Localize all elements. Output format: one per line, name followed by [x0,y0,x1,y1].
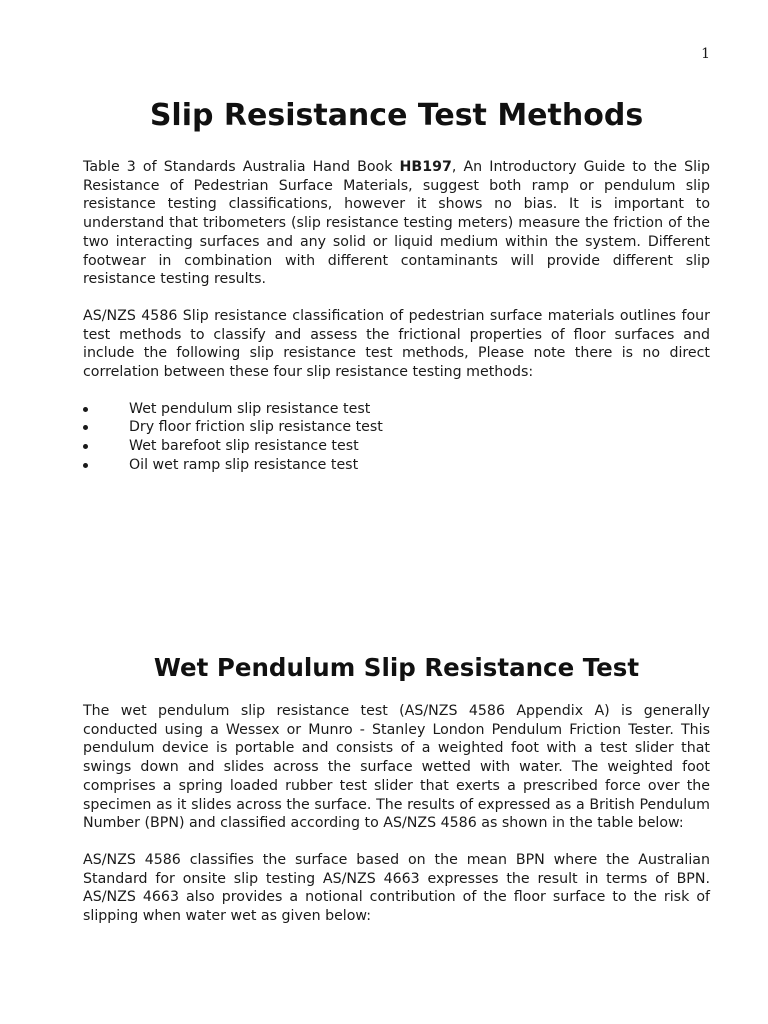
list-item-text: Wet pendulum slip resistance test [129,400,371,417]
standards-paragraph: AS/NZS 4586 Slip resistance classification of pedestrian surface materials outlines four test methods to classify and assess the frictional properties of floor surfaces and include the following slip resistance test methods, Please note there is no direct correlation between these four slip resistance testing methods: [83,307,710,381]
list-item [83,400,710,419]
list-item-text: Wet barefoot slip resistance test [129,437,359,454]
list-item [83,437,710,456]
list-item-text: Dry floor friction slip resistance test [129,419,383,436]
list-item [83,456,710,475]
intro-bold-hb197: HB197 [399,159,452,175]
intro-text-end: , An Introductory Guide to the Slip Resistance of Pedestrian Surface Materials, suggest both ramp or pendulum slip resistance testing classifications, however it shows no bias. It is important to understand that tribometers (slip resistance testing meters) measure the friction of the two interacting surfaces and any solid or liquid medium within the system. Different footwear in combination with different contaminants will provide different slip resistance testing results. [83,159,710,288]
wet-pendulum-paragraph: The wet pendulum slip resistance test (AS/NZS 4586 Appendix A) is generally conducted using a Wessex or Munro - Stanley London Pendulum Friction Tester. This pendulum device is portable and consists of a weighted foot with a test slider that swings down and slides across the surface wetted with water. The weighted foot comprises a spring loaded rubber test slider that exerts a prescribed force over the specimen as it slides across the surface. The results of expressed as a British Pendulum Number (BPN) and classified according to AS/NZS 4586 as shown in the table below: [83,703,710,832]
page-title: Slip Resistance Test Methods [149,98,644,133]
section-heading: Wet Pendulum Slip Resistance Test [153,653,640,682]
bullet-icon [83,407,88,412]
bullet-icon [83,444,88,449]
list-item-text: Oil wet ramp slip resistance test [129,456,359,473]
intro-text-start: Table 3 of Standards Australia Hand Book [83,159,400,175]
page-number: 1 [701,46,710,62]
section-test-methods [83,90,710,474]
section-wet-pendulum [83,648,710,926]
bullet-icon [83,425,88,430]
bullet-icon [83,463,88,468]
intro-paragraph [83,158,710,289]
list-item [83,418,710,437]
bpn-classification-paragraph: AS/NZS 4586 classifies the surface based on the mean BPN where the Australian Standard for onsite slip testing AS/NZS 4663 expresses the result in terms of BPN. AS/NZS 4663 also provides a notional contribution of the floor surface to the risk of slipping when water wet as given below: [83,851,710,925]
test-methods-list [83,400,710,474]
